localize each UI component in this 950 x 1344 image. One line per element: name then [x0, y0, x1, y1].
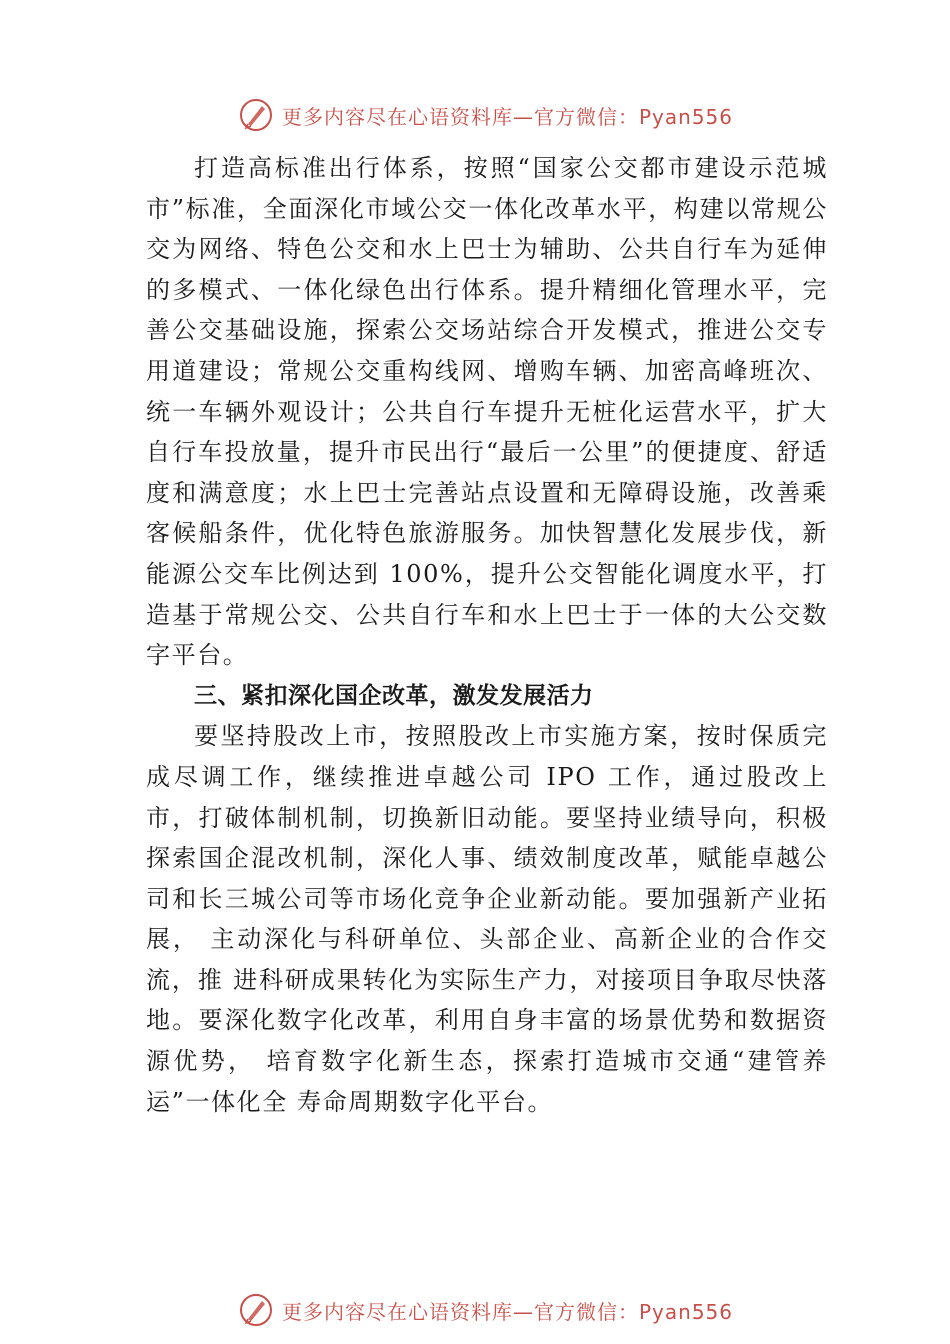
quill-pen-logo-icon	[238, 97, 274, 133]
document-body	[146, 148, 828, 1122]
quill-pen-logo-icon	[238, 1292, 274, 1328]
paragraph-travel-system: 打造高标准出行体系，按照“国家公交都市建设示范城市”标准，全面深化市域公交一体化改革水平，构建以常规公交为网络、特色公交和水上巴士为辅助、公共自行车为延伸的多模式、一体化绿色出行体系。提升精细化管理水平，完善公交基础设施，探索公交场站综合开发模式，推进公交专用道建设；常规公交重构线网、增购车辆、加密高峰班次、统一车辆外观设计；公共自行车提升无桩化运营水平，扩大自行车投放量，提升市民出行“最后一公里”的便捷度、舒适度和满意度；水上巴士完善站点设置和无障碍设施，改善乘客候船条件，优化特色旅游服务。加快智慧化发展步伐，新能源公交车比例达到 100%，提升公交智能化调度水平，打造基于常规公交、公共自行车和水上巴士于一体的大公交数字平台。	[146, 154, 828, 670]
footer-watermark	[238, 1290, 733, 1330]
paragraph-soe-reform: 要坚持股改上市，按照股改上市实施方案，按时保质完成尽调工作，继续推进卓越公司 IPO 工作，通过股改上市，打破体制机制，切换新旧动能。要坚持业绩导向，积极探索国企混改机制，深化人事、绩效制度改革，赋能卓越公司和长三城公司等市场化竞争企业新动能。要加强新产业拓展， 主动深化与科研单位、头部企业、高新企业的合作交流，推 进科研成果转化为实际生产力，对接项目争取尽快落地。要深化数字化改革，利用自身丰富的场景优势和数据资源优势， 培育数字化新生态，探索打造城市交通“建管养运”一体化全 寿命周期数字化平台。	[146, 722, 828, 1116]
header-watermark	[238, 95, 733, 135]
watermark-text: 更多内容尽在心语资料库—官方微信：Pyan556	[282, 104, 734, 129]
section-heading-3: 三、紧扣深化国企改革，激发发展活力	[194, 682, 594, 709]
watermark-text: 更多内容尽在心语资料库—官方微信：Pyan556	[282, 1299, 734, 1324]
